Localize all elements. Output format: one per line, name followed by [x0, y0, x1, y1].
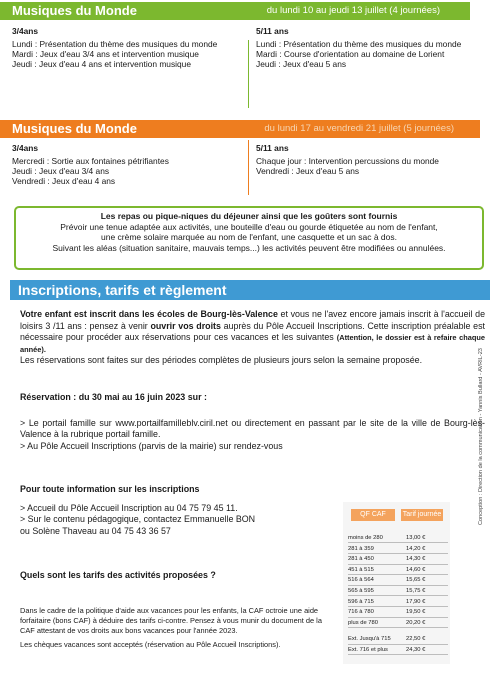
price-cell: 15,65 € — [406, 577, 426, 584]
week1-3-4-line: Jeudi : Jeux d'eau 4 ans et intervention musique — [12, 59, 191, 69]
qf-cell: Ext. 716 et plus — [348, 647, 388, 653]
week1-divider — [248, 40, 249, 108]
reservation-office: > Au Pôle Accueil Inscriptions (parvis de la mairie) sur rendez-vous — [20, 440, 283, 451]
table-row — [348, 608, 448, 617]
design-credit: Conception : Direction de la communication - Yannis Bullard - AVRIL-23 — [478, 348, 484, 525]
week2-5-11-line: Chaque jour : Intervention percussions du monde — [256, 156, 439, 166]
table-row — [348, 619, 448, 628]
meals-notice — [14, 206, 484, 270]
reservation-title: Réservation : du 30 mai au 16 juin 2023 sur : — [20, 392, 207, 402]
qf-cell: moins de 280 — [348, 535, 383, 541]
week2-divider — [248, 140, 249, 195]
info-block — [20, 484, 320, 537]
info-line: ou Solène Thaveau au 04 75 43 36 57 — [20, 525, 171, 536]
caf-cheques: Les chèques vacances sont acceptés (réservation au Pôle Accueil Inscriptions). — [20, 640, 281, 649]
qf-cell: 451 à 515 — [348, 566, 374, 573]
qf-cell: 716 à 780 — [348, 609, 374, 616]
price-cell: 20,20 € — [406, 619, 426, 626]
table-row — [348, 566, 448, 575]
table-row — [348, 545, 448, 554]
price-cell: 13,00 € — [406, 535, 426, 541]
table-row — [348, 534, 448, 543]
table-row — [348, 598, 448, 607]
week1-3-4-column — [12, 26, 217, 69]
qf-cell: Ext. Jusqu'à 715 — [348, 636, 391, 643]
intro-periods: Les réservations sont faites sur des périodes complètes de plusieurs jours selon la semaine proposée. — [20, 355, 423, 366]
price-cell: 14,60 € — [406, 566, 426, 573]
week1-5-11-head: 5/11 ans — [256, 26, 289, 36]
table-row — [348, 576, 448, 585]
price-cell: 19,50 € — [406, 609, 426, 616]
meals-notice-line: une crème solaire marquée au nom de l'enfant, une casquette et un sac à dos. — [100, 232, 397, 243]
table-row — [348, 635, 448, 644]
week2-title: Musiques du Monde — [12, 121, 137, 136]
table-row — [348, 555, 448, 564]
week1-dates: du lundi 10 au jeudi 13 juillet (4 journées) — [266, 5, 440, 16]
tariff-table — [343, 502, 450, 664]
price-cell: 22,50 € — [406, 636, 426, 643]
caf-block — [20, 606, 335, 650]
week2-banner — [0, 120, 480, 138]
qf-cell: 565 à 595 — [348, 588, 374, 594]
reservation-portal: > Le portail famille sur www.portailfamilleblv.ciril.net ou directement en passant par le site de la ville de Bourg-lès-Valence à la rubrique portail famille. — [20, 417, 485, 440]
intro-text: auprès du Pôle Accueil Inscriptions. Cette inscription préalable est nécessaire pour procéder aux réservations pour ces vacances et les suivantes — [20, 320, 485, 343]
week1-5-11-line: Lundi : Présentation du thème des musiques du monde — [256, 39, 462, 49]
intro-bold-rights: ouvrir vos droits — [150, 320, 221, 331]
week2-5-11-head: 5/11 ans — [256, 143, 289, 153]
week2-3-4-head: 3/4ans — [12, 143, 39, 153]
meals-notice-line: Suivant les aléas (situation sanitaire, mauvais temps...) les activités peuvent être modifiées ou annulées. — [52, 242, 446, 253]
info-title: Pour toute information sur les inscriptions — [20, 484, 200, 494]
meals-notice-line: Prévoir une tenue adaptée aux activités, une bouteille d'eau ou gourde étiquetée au nom de l'enfant, — [60, 221, 438, 232]
table-row — [348, 646, 448, 655]
qf-cell: 281 à 359 — [348, 545, 374, 552]
caf-text: Dans le cadre de la politique d'aide aux vacances pour les enfants, la CAF octroie une aide forfaitaire (bons CAF) à déduire des tarifs ci-contre. Pensez à vous munir du document de la CAF attestant de vos droits aux bons vacances pour l'année 2023. — [20, 606, 322, 635]
week1-title: Musiques du Monde — [12, 3, 137, 18]
week1-3-4-head: 3/4ans — [12, 26, 39, 36]
intro-paragraph — [20, 309, 485, 367]
intro-text: et vous ne l'avez encore jamais inscrit à l'accueil de loisirs 3 /11 ans : pensez à venir — [20, 309, 486, 331]
week2-dates: du lundi 17 au vendredi 21 juillet (5 journées) — [264, 123, 454, 134]
qf-cell: 281 à 450 — [348, 556, 374, 563]
info-line: > Sur le contenu pédagogique, contactez Emmanuelle BON — [20, 514, 256, 525]
qf-cell: 596 à 715 — [348, 598, 374, 605]
week2-3-4-line: Jeudi : Jeux d'eau 3/4 ans — [12, 166, 110, 176]
qf-cell: plus de 780 — [348, 619, 378, 626]
intro-attention: (Attention, le dossier est à refaire chaque année). — [20, 333, 485, 354]
meals-notice-title: Les repas ou pique-niques du déjeuner ainsi que les goûters sont fournis — [100, 211, 398, 221]
tarifs-question: Quels sont les tarifs des activités proposées ? — [20, 570, 216, 580]
week1-3-4-line: Mardi : Jeux d'eau 3/4 ans et intervention musique — [12, 49, 199, 59]
tariff-header-qf: QF CAF — [351, 509, 395, 521]
intro-bold: Votre enfant est inscrit dans les écoles de Bourg-lès-Valence — [20, 309, 278, 319]
week1-banner — [0, 2, 470, 20]
reservation-block — [20, 392, 485, 452]
tariff-header-price: Tarif journée — [401, 509, 443, 521]
price-cell: 24,30 € — [406, 647, 426, 653]
week2-5-11-line: Vendredi : Jeux d'eau 5 ans — [256, 166, 360, 176]
price-cell: 17,90 € — [406, 598, 426, 605]
week1-5-11-line: Jeudi : Jeux d'eau 5 ans — [256, 59, 347, 69]
week2-3-4-line: Mercredi : Sortie aux fontaines pétrifiantes — [12, 156, 169, 166]
week2-3-4-line: Vendredi : Jeux d'eau 4 ans — [12, 176, 116, 186]
week2-3-4-column — [12, 143, 169, 186]
week1-5-11-line: Mardi : Course d'orientation au domaine de Lorient — [256, 49, 445, 59]
week1-5-11-column — [256, 26, 461, 69]
price-cell: 14,30 € — [406, 556, 426, 563]
week1-3-4-line: Lundi : Présentation du thème des musiques du monde — [12, 39, 218, 49]
qf-cell: 516 à 564 — [348, 577, 374, 584]
info-line: > Accueil du Pôle Accueil Inscription au 04 75 79 45 11. — [20, 502, 238, 513]
section-title: Inscriptions, tarifs et règlement — [10, 280, 490, 300]
price-cell: 15,75 € — [406, 588, 426, 594]
price-cell: 14,20 € — [406, 545, 426, 552]
table-row — [348, 587, 448, 596]
week2-5-11-column — [256, 143, 439, 176]
